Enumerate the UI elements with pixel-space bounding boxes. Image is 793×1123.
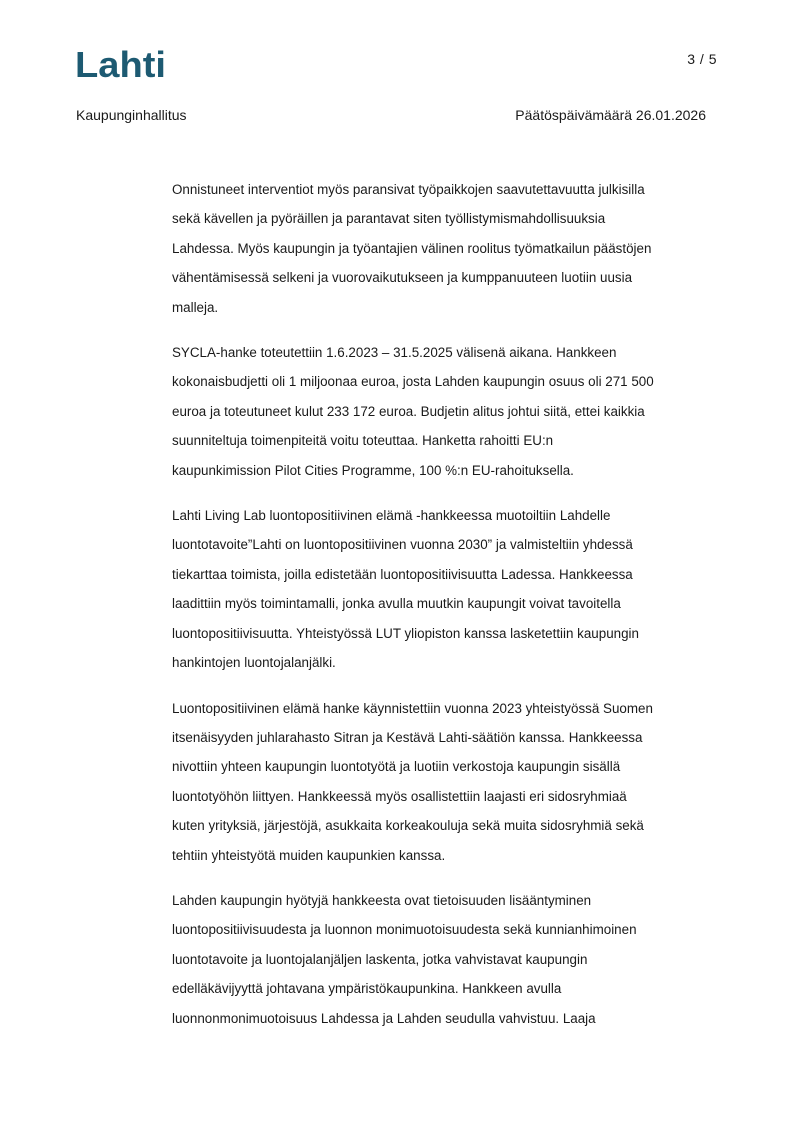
- text-line: edelläkävijyyttä johtavana ympäristökaupunkina. Hankkeen avulla: [172, 981, 562, 997]
- text-line: Lahden kaupungin hyötyjä hankkeesta ovat tietoisuuden lisääntyminen: [172, 892, 592, 908]
- text-line: vähentämisessä selkeni ja vuorovaikutukseen ja kumppanuuteen luotiin uusia: [172, 270, 633, 286]
- decision-date: Päätöspäivämäärä 26.01.2026: [515, 107, 706, 123]
- text-line: nivottiin yhteen kaupungin luontotyötä ja luotiin verkostoja kaupungin sisällä: [172, 759, 621, 775]
- text-line: tiekarttaa toimista, joilla edistetään luontopositiivisuutta Ladessa. Hankkeessa: [172, 566, 633, 582]
- text-line: Onnistuneet interventiot myös paransivat työpaikkojen saavutettavuutta julkisilla: [172, 182, 645, 197]
- text-line: kuten yrityksiä, järjestöjä, asukkaita korkeakouluja sekä muita sidosryhmiä sekä: [172, 818, 644, 834]
- text-line: luontopositiivisuudesta ja luonnon monimuotoisuudesta sekä kunnianhimoinen: [172, 922, 637, 938]
- text-line: kaupunkimission Pilot Cities Programme, 100 %:n EU-rahoituksella.: [172, 462, 574, 478]
- text-line: hankintojen luontojalanjälki.: [172, 655, 336, 671]
- organization-name: Kaupunginhallitus: [76, 107, 187, 123]
- text-line: Luontopositiivinen elämä hanke käynnistettiin vuonna 2023 yhteistyössä Suomen: [172, 700, 653, 716]
- text-line: SYCLA-hanke toteutettiin 1.6.2023 – 31.5.2025 välisenä aikana. Hankkeen: [172, 345, 617, 361]
- text-line: itsenäisyyden juhlarahasto Sitran ja Kestävä Lahti-säätiön kanssa. Hankkeessa: [172, 729, 643, 745]
- text-line: luontotavoite”Lahti on luontopositiivinen vuonna 2030” ja valmisteltiin yhdessä: [172, 537, 633, 553]
- text-line: suunniteltuja toimenpiteitä voitu toteuttaa. Hanketta rahoitti EU:n: [172, 433, 554, 449]
- paragraph: [172, 886, 727, 1033]
- paragraph: [172, 338, 727, 485]
- text-line: kokonaisbudjetti oli 1 miljoonaa euroa, josta Lahden kaupungin osuus oli 271 500: [172, 374, 654, 390]
- text-line: laadittiin myös toimintamalli, jonka avulla muutkin kaupungit voivat tavoitella: [172, 596, 621, 612]
- paragraph: [172, 501, 727, 677]
- document-body: [172, 175, 727, 1049]
- text-line: sekä kävellen ja pyöräillen ja parantavat siten työllistymismahdollisuuksia: [172, 211, 606, 227]
- text-line: malleja.: [172, 299, 219, 315]
- text-line: luontotavoite ja luontojalanjäljen laskenta, jotka vahvistavat kaupungin: [172, 951, 588, 967]
- text-line: luonnonmonimuotoisuus Lahdessa ja Lahden seudulla vahvistuu. Laaja: [172, 1010, 596, 1026]
- svg-text:Lahti: Lahti: [75, 46, 166, 82]
- lahti-logo: [75, 46, 167, 82]
- text-line: luontotyöhön liittyen. Hankkeessä myös osallistettiin laajasti eri sidosryhmiaä: [172, 788, 627, 804]
- text-line: tehtiin yhteistyötä muiden kaupunkien kanssa.: [172, 847, 446, 863]
- text-line: luontopositiivisuutta. Yhteistyössä LUT yliopiston kanssa lasketettiin kaupungin: [172, 625, 639, 641]
- paragraph: [172, 694, 727, 870]
- paragraph: [172, 175, 727, 322]
- page-number: 3 / 5: [687, 51, 717, 67]
- text-line: euroa ja toteutuneet kulut 233 172 euroa. Budjetin alitus johtui siitä, ettei kaikkia: [172, 403, 645, 419]
- text-line: Lahdessa. Myös kaupungin ja työantajien välinen roolitus työmatkailun päästöjen: [172, 240, 652, 256]
- text-line: Lahti Living Lab luontopositiivinen elämä -hankkeessa muotoiltiin Lahdelle: [172, 508, 611, 524]
